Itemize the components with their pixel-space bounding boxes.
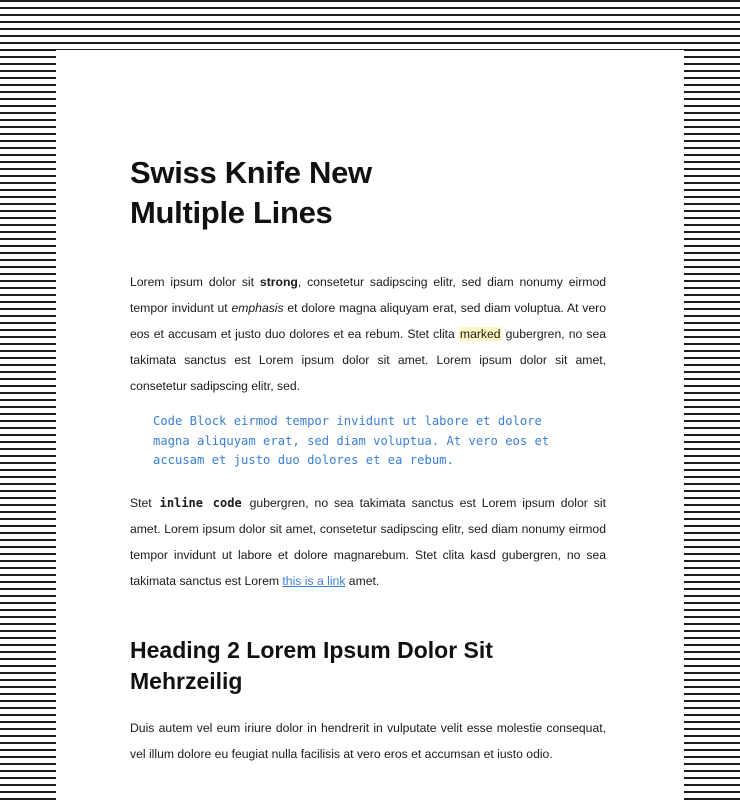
paragraph-2 (130, 490, 606, 594)
code-line-3: accusam et justo duo dolores et ea rebum. (153, 453, 454, 467)
strong-text: strong (259, 275, 298, 289)
emphasis-text: emphasis (231, 301, 284, 315)
document-page (56, 50, 684, 800)
paragraph-3: Duis autem vel eum iriure dolor in hendrerit in vulputate velit esse molestie consequat, vel illum dolore eu feugiat nulla facilisis at vero eros et accumsan et iusto odio. (130, 721, 606, 761)
paragraph-2-text-b: gubergren, no sea takimata sanctus est Lorem ipsum dolor sit amet. Lorem ipsum dolor sit amet, consetetur sadipscing elitr, sed diam nonumy eirmod tempor invidunt ut labore et dolore magnarebum. Stet clita kasd gubergren, no sea takimata sanctus est Lorem (130, 496, 606, 588)
paragraph-1 (130, 269, 606, 399)
paragraph-2-text-a: Stet (130, 496, 158, 510)
heading-2 (130, 635, 606, 697)
paragraph-1-text-c: et dolore magna aliquyam erat, sed diam voluptua. At vero eos et accusam et justo duo dolores et ea rebum. Stet clita (130, 301, 606, 341)
heading-2-line-2: Mehrzeilig (130, 668, 243, 694)
code-line-2: magna aliquyam erat, sed diam voluptua. At vero eos et (153, 433, 550, 448)
code-line-1: Code Block eirmod tempor invidunt ut labore et dolore (153, 414, 542, 428)
code-block (153, 412, 593, 471)
inline-link[interactable]: this is a link (282, 574, 346, 588)
paragraph-1-text-a: Lorem ipsum dolor sit (130, 275, 260, 289)
page-title-line-1: Swiss Knife New (130, 155, 372, 190)
paragraph-1-text-d: gubergren, no sea takimata sanctus est Lorem ipsum dolor sit amet. Lorem ipsum dolor sit amet, consetetur sadipscing elitr, sed. (130, 327, 606, 393)
page-title-line-2: Multiple Lines (130, 195, 333, 230)
page-title (130, 153, 606, 233)
heading-2-line-1: Heading 2 Lorem Ipsum Dolor Sit (130, 637, 493, 663)
marked-text: marked (459, 327, 501, 341)
paragraph-2-text-c: amet. (345, 574, 380, 588)
paragraph-1-text-b: , consetetur sadipscing elitr, sed diam nonumy eirmod tempor invidunt ut (130, 275, 606, 315)
inline-code: inline code (159, 496, 242, 510)
